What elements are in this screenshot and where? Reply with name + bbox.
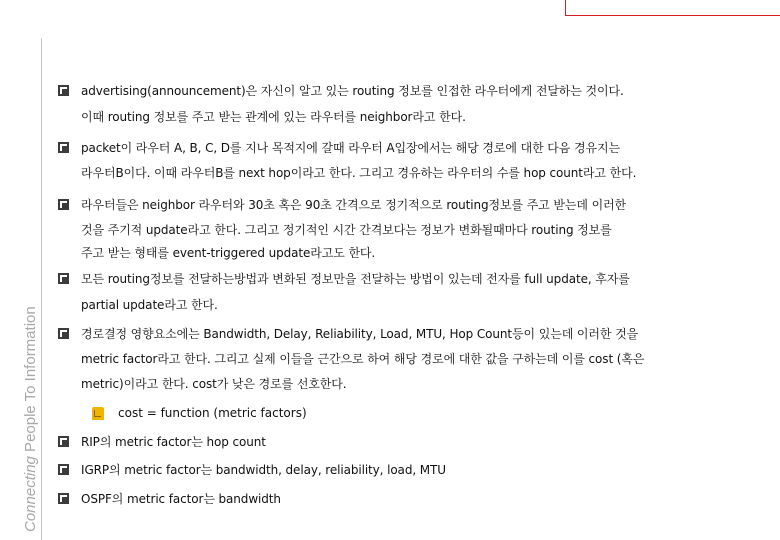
bullet-2-line-1: packet이 라우터 A, B, C, D를 지나 목적지에 갈때 라우터 A입장에서는 해당 경로에 대한 다음 경유지는: [81, 141, 620, 155]
bullet-4-line-1: 모든 routing정보를 전달하는방법과 변화된 정보만을 전달하는 방법이 있는데 전자를 full update, 후자를: [81, 272, 630, 286]
bullet-icon: [58, 199, 69, 210]
brand-italic-word: Connecting: [22, 456, 39, 532]
bullet-icon: [58, 142, 69, 153]
bullet-icon: [58, 273, 69, 284]
bullet-5-line-2: metric factor라고 한다. 그리고 실제 이들을 근간으로 하여 해당 경로에 대한 값을 구하는데 이를 cost (혹은: [81, 352, 645, 366]
bullet-1-line-1: advertising(announcement)은 자신이 알고 있는 routing 정보를 인접한 라우터에게 전달하는 것이다.: [81, 84, 624, 98]
bullet-icon: [58, 85, 69, 96]
bullet-icon: [58, 493, 69, 504]
bullet-3-line-1: 라우터들은 neighbor 라우터와 30초 혹은 90초 간격으로 정기적으로 routing정보를 주고 받는데 이러한: [81, 198, 627, 212]
bullet-2-line-2: 라우터B이다. 이때 라우터B를 next hop이라고 한다. 그리고 경유하는 라우터의 수를 hop count라고 한다.: [81, 166, 637, 180]
sub-bullet-text: cost = function (metric factors): [118, 406, 307, 420]
protocol-line-igrp: IGRP의 metric factor는 bandwidth, delay, reliability, load, MTU: [81, 463, 446, 477]
bullet-icon: [58, 464, 69, 475]
bullet-icon: [58, 436, 69, 447]
bullet-3-line-3: 주고 받는 형태를 event-triggered update라고도 한다.: [81, 246, 376, 260]
bullet-3-line-2: 것을 주기적 update라고 한다. 그리고 정기적인 시간 간격보다는 정보가 변화될때마다 routing 정보를: [81, 223, 612, 237]
bullet-1-line-2: 이때 routing 정보를 주고 받는 관계에 있는 라우터를 neighbor라고 한다.: [81, 110, 466, 124]
bullet-4-line-2: partial update라고 한다.: [81, 298, 218, 312]
bullet-5-line-1: 경로결정 영향요소에는 Bandwidth, Delay, Reliability, Load, MTU, Hop Count등이 있는데 이러한 것을: [81, 327, 639, 341]
bullet-5-line-3: metric)이라고 한다. cost가 낮은 경로를 선호한다.: [81, 377, 347, 391]
brand-rest-words: People To Information: [22, 306, 39, 457]
protocol-line-ospf: OSPF의 metric factor는 bandwidth: [81, 492, 281, 506]
protocol-line-rip: RIP의 metric factor는 hop count: [81, 435, 266, 449]
bullet-icon: [58, 328, 69, 339]
sub-bullet-icon: [92, 407, 104, 420]
